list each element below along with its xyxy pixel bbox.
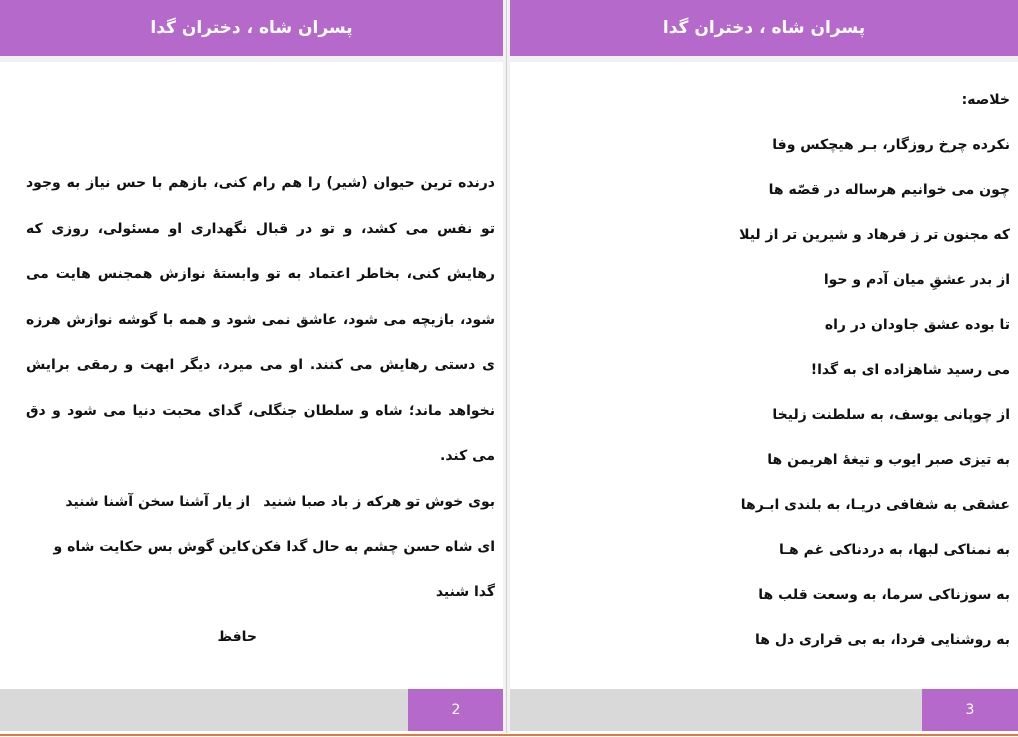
poem-line: عشقی به شفافی دریـا، به بلندی ابـرها xyxy=(740,497,1010,513)
poem-line: از بدر عشقِ میان آدم و حوا xyxy=(823,272,1010,288)
verse-2-hemistich-1: ای شاه حسن چشم به حال گدا فکن xyxy=(251,538,495,555)
poem-line-summary-heading: خلاصه: xyxy=(961,92,1010,108)
page-number: 3 xyxy=(922,689,1018,731)
page-number: 2 xyxy=(408,689,503,731)
book-title: پسران شاه ، دختران گدا xyxy=(150,18,353,38)
poem-line: چون می خوانیم هرساله در قصّه ها xyxy=(768,182,1010,198)
poem-line: تا بوده عشق جاودان در راه xyxy=(824,317,1010,333)
verse-2-hemistich-2: کاین گوش بس حکایت شاه و xyxy=(53,538,250,555)
poem-line: که مجنون تر ز فرهاد و شیرین تر از لیلا xyxy=(739,227,1010,243)
verse-1 xyxy=(26,480,495,525)
poet-attribution: حافظ xyxy=(217,628,257,645)
page-content xyxy=(520,60,1010,663)
page-right xyxy=(510,0,1018,733)
page-content xyxy=(26,60,495,660)
page-left xyxy=(0,0,503,733)
bottom-divider-line xyxy=(0,733,1018,737)
verse-2 xyxy=(26,525,495,570)
poem-line: به سوزناکی سرما، به وسعت قلب ها xyxy=(758,587,1010,603)
poem-line: به روشنایی فردا، به بی قراری دل ها xyxy=(755,632,1010,648)
poem-line: به تیزی صبر ایوب و تیغهٔ اهریمن ها xyxy=(767,452,1010,468)
prose-paragraph: درنده ترین حیوان (شیر) را هم رام کنی، بازهم با حس نیاز به وجود تو نفس می کشد، و تو در قبال نگهداری او مسئولی، روزی که رهایش کنی، بخاطر اعتماد به تو وابستهٔ نوازش همجنس هایت می شود، بازیچه می شود، عاشق نمی شود و همه با گوشه نوازش هرزه ی دستی رهایش می کنند. او می میرد، دیگر ابهت و رمقی برایش نخواهد ماند؛ شاه و سلطان جنگلی، گدای محبت دنیا می شود و دق می کند. xyxy=(26,175,495,464)
poem-line: می رسید شاهزاده ای به گدا! xyxy=(810,362,1010,378)
poem-line: به نمناکی لبها، به دردناکی غم هـا xyxy=(779,542,1010,558)
page-footer xyxy=(0,689,503,731)
poem-lines xyxy=(520,78,1010,663)
book-spine xyxy=(503,0,510,733)
verse-1-hemistich-1: بوی خوش تو هرکه ز باد صبا شنید xyxy=(263,493,495,510)
page-header xyxy=(510,0,1018,56)
poem-line: نکرده چرخ روزگار، بـر هیچکس وفا xyxy=(772,137,1010,153)
verse-1-hemistich-2: از یار آشنا سخن آشنا شنید xyxy=(65,493,250,510)
verse-2-continuation: گدا شنید xyxy=(435,583,495,600)
page-header xyxy=(0,0,503,56)
poem-line: از چوپانی یوسف، به سلطنت زلیخا xyxy=(772,407,1010,423)
page-footer xyxy=(510,689,1018,731)
book-title: پسران شاه ، دختران گدا xyxy=(662,18,866,38)
